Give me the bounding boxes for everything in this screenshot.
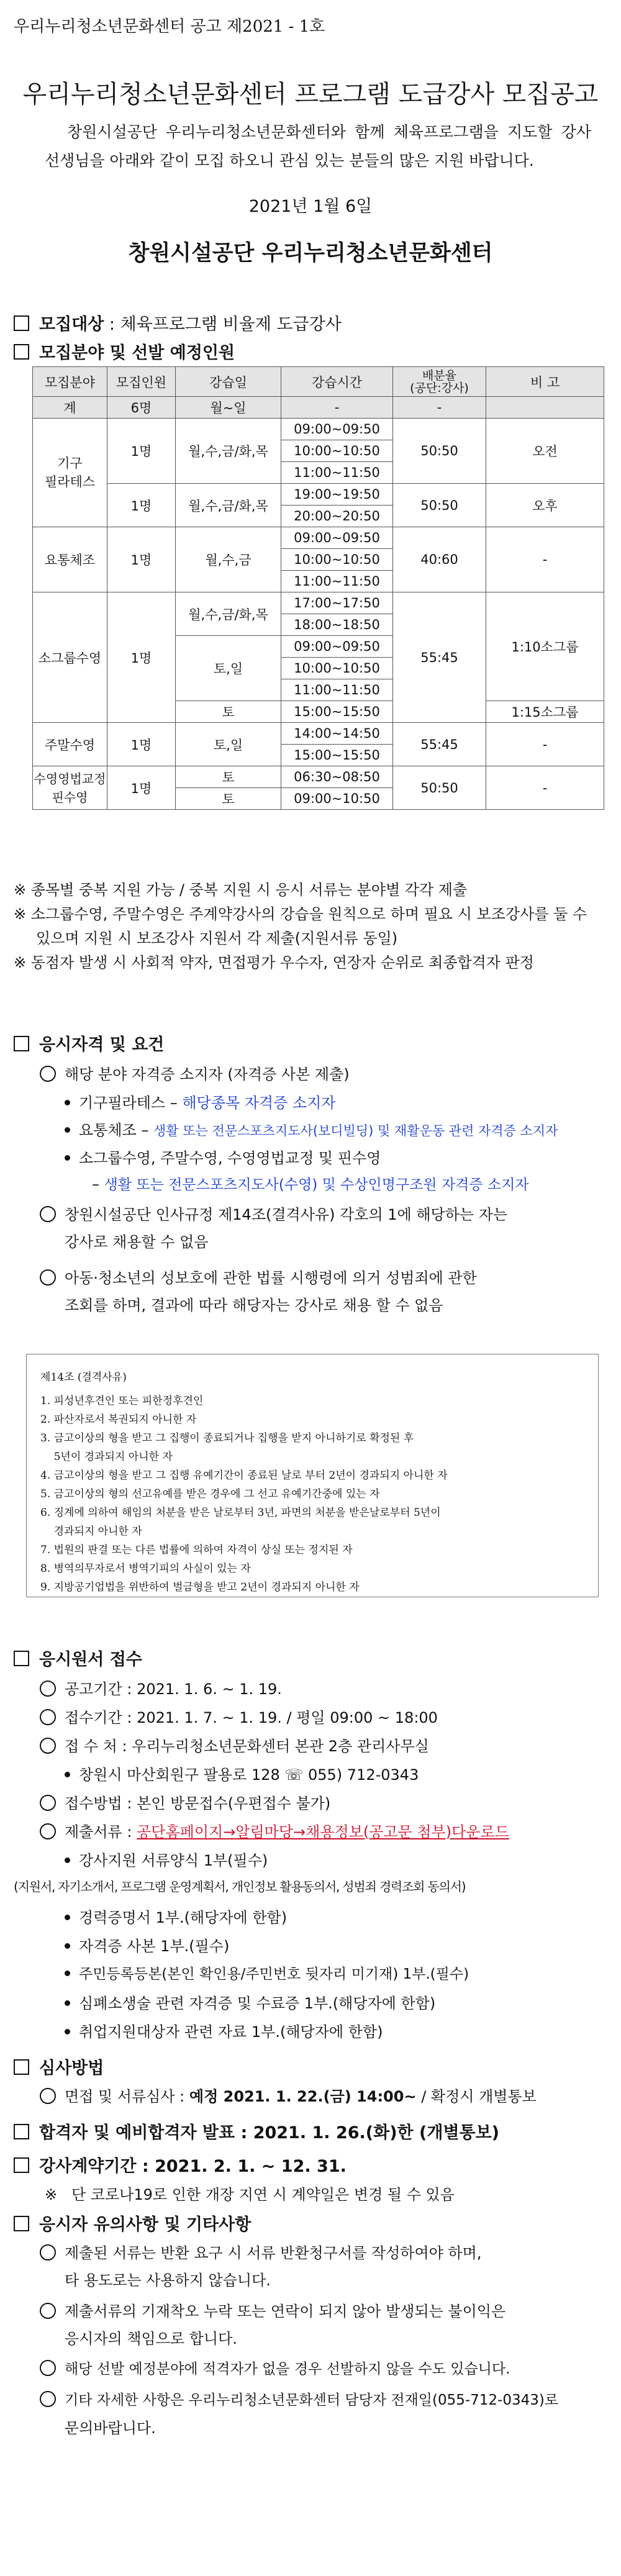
table-cell: 월,수,금/화,목 xyxy=(176,592,281,636)
caution-text: 제출서류의 기재착오 누락 또는 연락이 되지 않아 발생되는 불이익은 xyxy=(65,2303,506,2320)
review-schedule xyxy=(40,2084,537,2106)
table-row xyxy=(33,527,604,549)
circle-bullet-icon xyxy=(40,1206,56,1222)
checkbox-square-icon xyxy=(14,1651,29,1666)
dot-bullet-icon xyxy=(65,1857,70,1863)
col-header: 모집인원 xyxy=(107,367,176,397)
table-cell: 09:00~09:50 xyxy=(281,527,393,549)
table-notes xyxy=(14,878,604,975)
circle-bullet-icon xyxy=(40,1269,56,1286)
organization-name: 창원시설공단 우리누리청소년문화센터 xyxy=(128,241,493,266)
apply-text: 공고기간 : 2021. 1. 6. ~ 1. 19. xyxy=(65,1680,282,1698)
circle-bullet-icon xyxy=(40,1823,56,1839)
table-cell: 19:00~19:50 xyxy=(281,484,393,506)
table-cell: 11:00~11:50 xyxy=(281,571,393,592)
table-cell: 1명 xyxy=(107,527,176,592)
table-cell: 10:00~10:50 xyxy=(281,658,393,679)
circle-bullet-icon xyxy=(40,2360,56,2376)
qual-field: 요통체조 xyxy=(79,1122,137,1139)
table-row xyxy=(33,419,604,440)
table-cell: 11:00~11:50 xyxy=(281,462,393,484)
qual-field: 기구필라테스 xyxy=(79,1094,166,1112)
table-cell: 17:00~17:50 xyxy=(281,592,393,614)
section-announcement xyxy=(14,2119,499,2143)
notice-date: 2021년 1월 6일 xyxy=(248,197,373,216)
qual-disqualification xyxy=(40,1202,507,1224)
apply-place xyxy=(40,1734,429,1756)
caution-text: 기타 자세한 사항은 우리누리청소년문화센터 담당자 전재일(055-712-0343)로 xyxy=(65,2392,559,2408)
qual-back: 요통체조 – 생활 또는 전문스포츠지도사(보디빌딩) 및 재활운동 관련 자격증 소지자 xyxy=(65,1118,558,1140)
table-cell: 10:00~10:50 xyxy=(281,549,393,571)
apply-method xyxy=(40,1791,330,1813)
table-cell: 소그룹수영 xyxy=(33,592,107,723)
table-cell: - xyxy=(281,397,393,419)
apply-text: 심폐소생술 관련 자격증 및 수료증 1부.(해당자에 한함) xyxy=(79,1995,436,2012)
disq-item: 6. 징계에 의하여 해임의 처분을 받은 날로부터 3년, 파면의 처분을 받은날로부터 5년이 xyxy=(40,1507,441,1519)
disqualification-box xyxy=(26,1354,599,1597)
apply-address xyxy=(65,1762,419,1784)
checkbox-square-icon xyxy=(14,2216,29,2231)
table-cell xyxy=(486,397,604,419)
table-cell: 11:00~11:50 xyxy=(281,679,393,701)
caution-1b: 타 용도로는 사용하지 않습니다. xyxy=(65,2272,271,2289)
dot-bullet-icon xyxy=(65,1127,70,1133)
qual-pilates: 기구필라테스 – 해당종목 자격증 소지자 xyxy=(65,1091,335,1112)
qual-text: 창원시설공단 인사규정 제14조(결격사유) 각호의 1에 해당하는 자는 xyxy=(65,1206,508,1223)
section-qualifications-label: 응시자격 및 요건 xyxy=(39,1035,165,1054)
section-target xyxy=(14,311,342,335)
col-header: 비 고 xyxy=(486,367,604,397)
table-cell: 09:00~09:50 xyxy=(281,636,393,658)
circle-bullet-icon xyxy=(40,1709,56,1725)
table-cell: 50:50 xyxy=(393,766,486,810)
dot-bullet-icon xyxy=(65,1943,70,1949)
qual-sex-crime-2: 조회를 하며, 결과에 따라 해당자는 강사로 채용 할 수 없음 xyxy=(65,1297,443,1314)
circle-bullet-icon xyxy=(40,1738,56,1754)
apply-text: 접수방법 : 본인 방문접수(우편접수 불가) xyxy=(65,1795,331,1812)
table-cell: 6명 xyxy=(107,397,176,419)
checkbox-square-icon xyxy=(14,2059,29,2075)
review-text: 면접 및 서류심사 : xyxy=(65,2088,189,2105)
section-review-label: 심사방법 xyxy=(39,2059,104,2078)
table-cell: 1:10소그룹 xyxy=(486,592,604,701)
caution-3 xyxy=(40,2357,510,2378)
qual-text: 아동·청소년의 성보호에 관한 법률 시행령에 의거 성범죄에 관한 xyxy=(65,1269,477,1287)
caution-text: 제출된 서류는 반환 요구 시 서류 반환청구서를 작성하여야 하며, xyxy=(65,2244,482,2262)
apply-doc-1 xyxy=(65,1905,287,1927)
checkbox-square-icon xyxy=(14,315,29,331)
table-cell: 09:00~09:50 xyxy=(281,419,393,440)
contract-note: ※ 단 코로나19로 인한 개장 지연 시 계약일은 변경 될 수 있음 xyxy=(45,2186,455,2203)
table-cell: 06:30~08:50 xyxy=(281,766,393,788)
section-fields-label: 모집분야 및 선발 예정인원 xyxy=(39,343,235,363)
disq-title: 제14조 (결격사유) xyxy=(40,1371,127,1384)
note-item: ※ 종목별 중복 지원 가능 / 중복 지원 시 응시 서류는 분야별 각각 제출 xyxy=(14,881,468,899)
qual-main-text: 해당 분야 자격증 소지자 (자격증 사본 제출) xyxy=(65,1066,350,1083)
table-header-row xyxy=(33,367,604,397)
section-contract-label: 강사계약기간 : 2021. 2. 1. ~ 12. 31. xyxy=(39,2157,347,2176)
table-cell: - xyxy=(393,397,486,419)
section-fields xyxy=(14,339,235,363)
dot-bullet-icon xyxy=(65,1100,70,1105)
caution-2b: 응시자의 책임으로 합니다. xyxy=(65,2330,237,2347)
apply-doc-5 xyxy=(65,2020,383,2041)
table-cell: 09:00~10:50 xyxy=(281,788,393,810)
table-cell: 55:45 xyxy=(393,723,486,766)
circle-bullet-icon xyxy=(40,2244,56,2261)
table-cell: 40:60 xyxy=(393,527,486,592)
qual-field: 소그룹수영, 주말수영, 수영영법교정 및 핀수영 xyxy=(79,1150,381,1167)
section-announcement-label: 합격자 및 예비합격자 발표 : 2021. 1. 26.(화)한 (개별통보) xyxy=(39,2123,500,2143)
col-header: 배분율 (공단:강사) xyxy=(393,367,486,397)
qual-requirement: 해당종목 자격증 소지자 xyxy=(182,1094,336,1112)
circle-bullet-icon xyxy=(40,1066,56,1082)
table-cell: 토 xyxy=(176,701,281,723)
schedule-table xyxy=(32,366,604,810)
col-header: 강습일 xyxy=(176,367,281,397)
apply-doc-4 xyxy=(65,1991,435,2013)
table-cell: 1명 xyxy=(107,592,176,723)
table-cell: 토,일 xyxy=(176,723,281,766)
page-title: 우리누리청소년문화센터 프로그램 도급강사 모집공고 xyxy=(22,80,599,109)
apply-text: 제출서류 : xyxy=(65,1823,137,1841)
table-cell: - xyxy=(486,723,604,766)
section-cautions-label: 응시자 유의사항 및 기타사항 xyxy=(39,2215,252,2234)
circle-bullet-icon xyxy=(40,1680,56,1697)
qual-requirement: 생활 또는 전문스포츠지도사(수영) 및 수상인명구조원 자격증 소지자 xyxy=(104,1177,529,1193)
checkbox-square-icon xyxy=(14,2157,29,2173)
apply-text: 경력증명서 1부.(해당자에 한함) xyxy=(79,1909,288,1926)
table-cell: 수영영법교정 핀수영 xyxy=(33,766,107,810)
checkbox-square-icon xyxy=(14,2124,29,2139)
table-cell: 토,일 xyxy=(176,636,281,701)
circle-bullet-icon xyxy=(40,2391,56,2407)
table-cell: 월,수,금 xyxy=(176,527,281,592)
notice-number: 우리누리청소년문화센터 공고 제2021 - 1호 xyxy=(14,17,325,36)
disq-item: 9. 지방공기업법을 위반하여 벌금형을 받고 2년이 경과되지 아니한 자 xyxy=(40,1581,360,1594)
caution-2 xyxy=(40,2299,505,2321)
table-cell: 주말수영 xyxy=(33,723,107,766)
table-cell: 50:50 xyxy=(393,419,486,484)
table-cell: 토 xyxy=(176,788,281,810)
table-cell: 1명 xyxy=(107,419,176,484)
table-cell: 1명 xyxy=(107,723,176,766)
qual-disqualification-2: 강사로 채용할 수 없음 xyxy=(65,1233,209,1251)
qual-swim-req: – 생활 또는 전문스포츠지도사(수영) 및 수상인명구조원 자격증 소지자 xyxy=(92,1176,529,1193)
section-contract xyxy=(14,2152,347,2177)
dot-bullet-icon xyxy=(65,1915,70,1920)
note-item: ※ 동점자 발생 시 사회적 약자, 면접평가 우수자, 연장자 순위로 최종합격자 판정 xyxy=(14,954,534,971)
disq-item: 7. 법원의 판결 또는 다른 법률에 의하여 자격이 상실 또는 정지된 자 xyxy=(40,1544,353,1556)
apply-docs xyxy=(40,1820,509,1841)
table-row xyxy=(33,766,604,788)
apply-form xyxy=(65,1848,268,1870)
apply-text: 접 수 처 : 우리누리청소년문화센터 본관 2층 관리사무실 xyxy=(65,1738,429,1755)
note-item: ※ 소그룹수영, 주말수영은 주계약강사의 강습을 원칙으로 하며 필요 시 보조강사를 둘 수 있으며 지원 시 보조강사 지원서 각 제출(지원서류 동일) xyxy=(14,905,587,947)
qual-swim xyxy=(65,1146,381,1168)
dot-bullet-icon xyxy=(65,2000,70,2006)
disq-item: 4. 금고이상의 형을 받고 그 집행 유예기간이 종료된 날로 부터 2년이 경과되지 아니한 자 xyxy=(40,1469,448,1482)
apply-doc-3 xyxy=(65,1962,469,1983)
disq-item: 경과되지 아니한 자 xyxy=(40,1525,142,1538)
table-cell: 계 xyxy=(33,397,107,419)
section-review xyxy=(14,2054,104,2079)
apply-text: 강사지원 서류양식 1부(필수) xyxy=(79,1852,268,1869)
table-cell: 오전 xyxy=(486,419,604,484)
section-qualifications xyxy=(14,1031,164,1055)
apply-text: 취업지원대상자 관련 자료 1부.(해당자에 한함) xyxy=(79,2023,383,2041)
checkbox-square-icon xyxy=(14,1036,29,1051)
dot-bullet-icon xyxy=(65,2029,70,2034)
table-row xyxy=(33,723,604,745)
table-cell: 14:00~14:50 xyxy=(281,723,393,745)
apply-text: 접수기간 : 2021. 1. 7. ~ 1. 19. / 평일 09:00 ~ 18:00 xyxy=(65,1709,438,1726)
col-header: 강습시간 xyxy=(281,367,393,397)
section-cautions xyxy=(14,2211,251,2235)
table-cell: 1명 xyxy=(107,766,176,810)
disq-item: 1. 피성년후견인 또는 피한정후견인 xyxy=(40,1395,204,1407)
section-application-label: 응시원서 접수 xyxy=(39,1650,142,1669)
table-cell: 1:15소그룹 xyxy=(486,701,604,723)
table-cell: 기구 필라테스 xyxy=(33,419,107,527)
apply-form-detail: (지원서, 자기소개서, 프로그램 운영계획서, 개인정보 활용동의서, 성범죄 경력조회 동의서) xyxy=(14,1879,466,1894)
caution-4b: 문의바랍니다. xyxy=(65,2420,156,2437)
apply-announce xyxy=(40,1677,282,1698)
section-application xyxy=(14,1646,142,1670)
caution-1 xyxy=(40,2241,481,2262)
circle-bullet-icon xyxy=(40,2303,56,2319)
col-header: 모집분야 xyxy=(33,367,107,397)
dot-bullet-icon xyxy=(65,1772,70,1777)
disq-item: 5. 금고이상의 형의 선고유예를 받은 경우에 그 선고 유예기간중에 있는 자 xyxy=(40,1488,380,1500)
dot-bullet-icon xyxy=(65,1155,70,1161)
section-target-value: : 체육프로그램 비율제 도급강사 xyxy=(104,315,342,334)
table-cell: 10:00~10:50 xyxy=(281,440,393,462)
table-cell: 월,수,금/화,목 xyxy=(176,419,281,484)
section-target-label: 모집대상 xyxy=(39,315,104,334)
disq-item: 5년이 경과되지 아니한 자 xyxy=(40,1451,173,1463)
dot-bullet-icon xyxy=(65,1971,70,1976)
table-cell: 15:00~15:50 xyxy=(281,701,393,723)
table-cell: 오후 xyxy=(486,484,604,527)
table-cell: 18:00~18:50 xyxy=(281,614,393,636)
table-cell: 50:50 xyxy=(393,484,486,527)
table-cell: 1명 xyxy=(107,484,176,527)
table-total-row xyxy=(33,397,604,419)
intro-paragraph: 창원시설공단 우리누리청소년문화센터와 함께 체육프로그램을 지도할 강사 선생님을 아래와 같이 모집 하오니 관심 있는 분들의 많은 지원 바랍니다. xyxy=(45,123,591,170)
table-cell: 월,수,금/화,목 xyxy=(176,484,281,527)
table-row xyxy=(33,484,604,506)
table-cell: 15:00~15:50 xyxy=(281,745,393,766)
table-cell: 토 xyxy=(176,766,281,788)
apply-text: 주민등록등본(본인 확인용/주민번호 뒷자리 미기재) 1부.(필수) xyxy=(79,1966,469,1982)
disq-item: 3. 금고이상의 형을 받고 그 집행이 종료되거나 집행을 받지 아니하기로 확정된 후 xyxy=(40,1432,414,1444)
circle-bullet-icon xyxy=(40,2088,56,2104)
circle-bullet-icon xyxy=(40,1795,56,1811)
apply-receive xyxy=(40,1705,438,1727)
review-date: 예정 2021. 1. 22.(금) 14:00~ xyxy=(189,2088,417,2105)
table-cell: 20:00~20:50 xyxy=(281,506,393,527)
qual-requirement: 생활 또는 전문스포츠지도사(보디빌딩) 및 재활운동 관련 자격증 소지자 xyxy=(153,1123,558,1138)
table-row xyxy=(33,592,604,614)
apply-text: 창원시 마산회원구 팔용로 128 ☏ 055) 712-0343 xyxy=(79,1766,419,1784)
caution-4 xyxy=(40,2388,558,2409)
qual-sex-crime xyxy=(40,1266,477,1287)
qual-main xyxy=(40,1062,350,1084)
table-cell: 요통체조 xyxy=(33,527,107,592)
apply-text: 자격증 사본 1부.(필수) xyxy=(79,1938,230,1955)
review-text: / 확정시 개별통보 xyxy=(416,2088,537,2105)
disq-item: 2. 파산자로서 복권되지 아니한 자 xyxy=(40,1413,197,1426)
table-cell: - xyxy=(486,527,604,592)
table-cell: - xyxy=(486,766,604,810)
homepage-download-link[interactable]: 공단홈페이지→알림마당→채용정보(공고문 첨부)다운로드 xyxy=(137,1823,509,1841)
caution-text: 해당 선발 예정분야에 적격자가 없을 경우 선발하지 않을 수도 있습니다. xyxy=(65,2361,510,2377)
apply-doc-2 xyxy=(65,1934,229,1956)
table-cell: 55:45 xyxy=(393,592,486,723)
disq-item: 8. 병역의무자로서 병역기피의 사실이 있는 자 xyxy=(40,1562,251,1575)
checkbox-square-icon xyxy=(14,344,29,360)
table-cell: 월~일 xyxy=(176,397,281,419)
